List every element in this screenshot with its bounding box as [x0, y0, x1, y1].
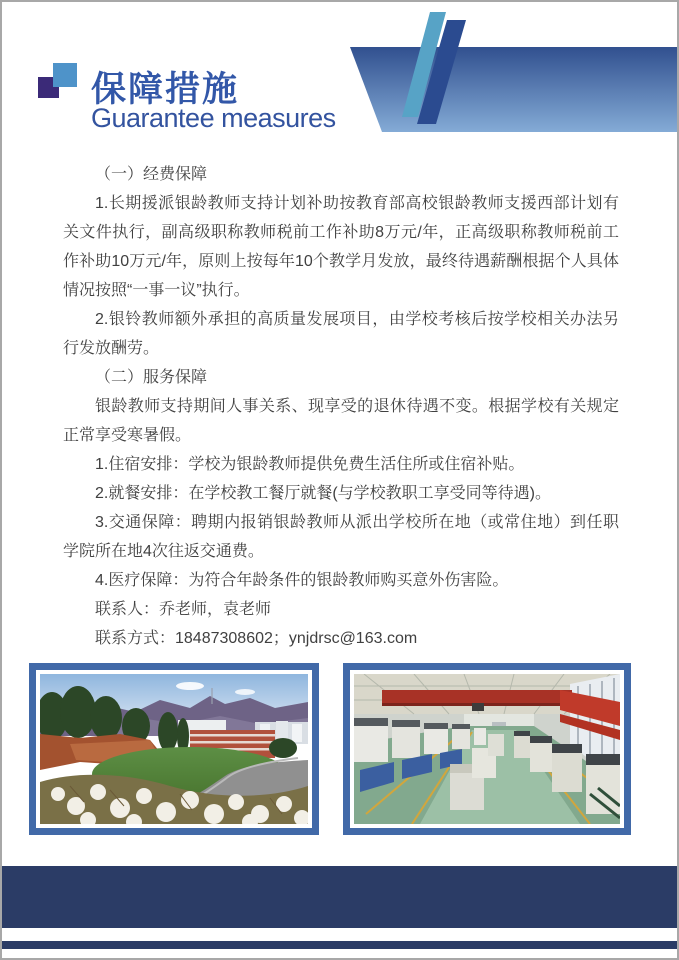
paragraph-funding-heading: （一）经费保障: [95, 166, 208, 183]
paragraph-funding-1: 1.长期援派银龄教师支持计划补助按教育部高校银龄教师支援西部计划有关文件执行，副高级职称教师税前工作补助8万元/年，正高级职称教师税前工作补助10万元/年，原则上按每年10个教学月发放，最终待遇薪酬根据个人具体情况按照“一事一议”执行。: [63, 195, 619, 299]
footer-thin-line: [2, 941, 677, 949]
paragraph-housing: 1.住宿安排：学校为银龄教师提供免费生活住所或住宿补贴。: [95, 456, 525, 473]
page-title: 保障措施: [91, 70, 240, 109]
logo-square-light-icon: [53, 63, 77, 87]
paragraph-service-intro: 银龄教师支持期间人事关系、现享受的退休待遇不变。根据学校有关规定正常享受寒暑假。: [63, 398, 619, 444]
banner-parallelogram: [350, 47, 677, 132]
campus-landscape-photo: [40, 674, 308, 824]
paragraph-transport: 3.交通保障：聘期内报销银龄教师从派出学校所在地（或常住地）到任职学院所在地4次往返交通费。: [63, 514, 619, 560]
footer-band: [2, 866, 677, 928]
paragraph-service-heading: （二）服务保障: [95, 369, 208, 386]
campus-photo-frame: [29, 663, 319, 835]
body-text: [63, 160, 619, 653]
training-workshop-photo: [354, 674, 620, 824]
contact-info-line: 联系方式：18487308602；ynjdrsc@163.com: [95, 630, 418, 647]
paragraph-medical: 4.医疗保障：为符合年龄条件的银龄教师购买意外伤害险。: [95, 572, 509, 589]
paragraph-funding-2: 2.银铃教师额外承担的高质量发展项目，由学校考核后按学校相关办法另行发放酬劳。: [63, 311, 619, 357]
page-subtitle: Guarantee measures: [91, 103, 336, 133]
contact-persons-line: 联系人：乔老师，袁老师: [95, 601, 272, 618]
workshop-photo-frame: [343, 663, 631, 835]
paragraph-dining: 2.就餐安排：在学校教工餐厅就餐(与学校教职工享受同等待遇)。: [95, 485, 552, 502]
